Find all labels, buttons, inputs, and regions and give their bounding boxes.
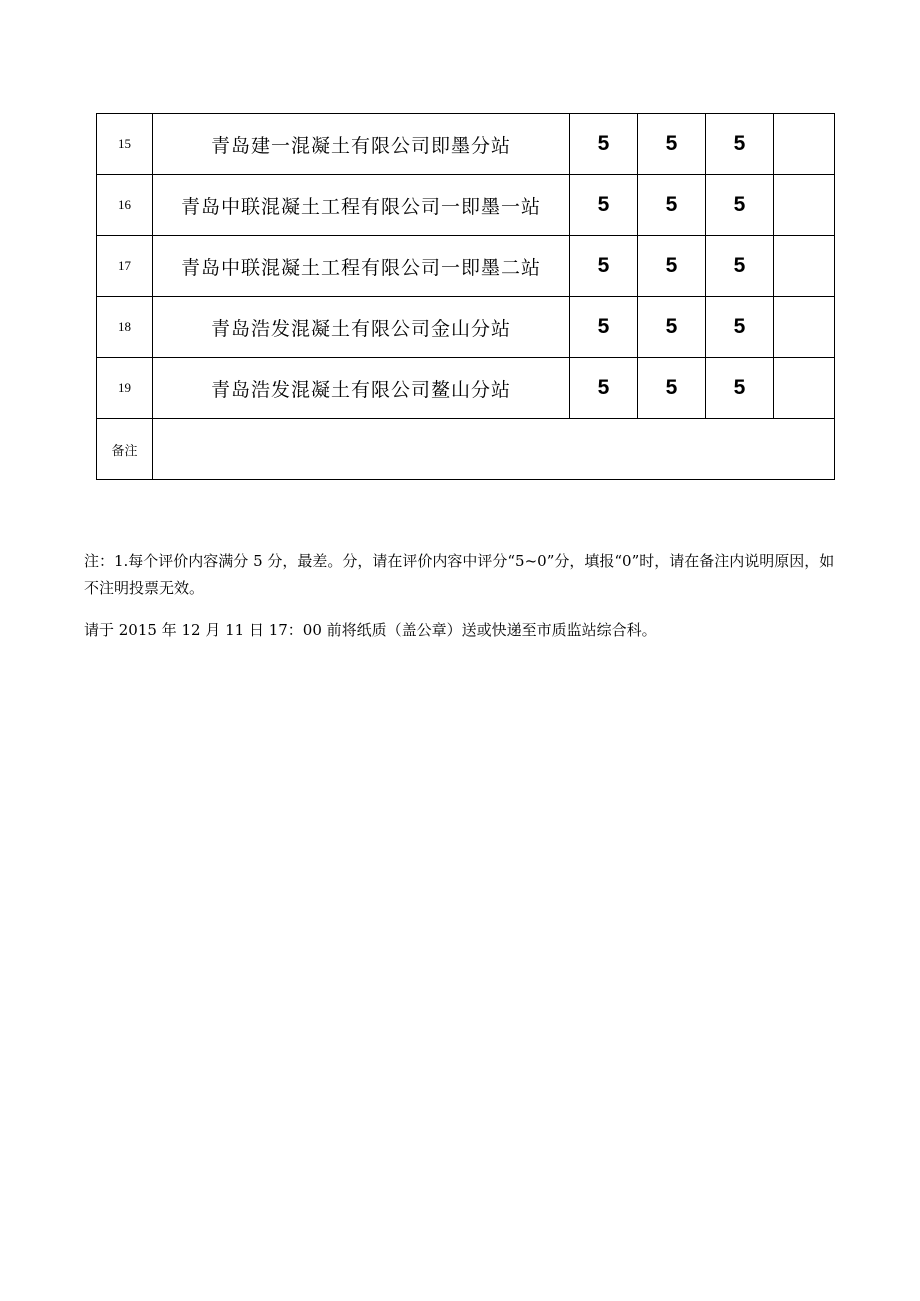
- table-row: [97, 297, 835, 358]
- score-cell-3: 5: [706, 236, 774, 297]
- evaluation-table: [96, 113, 835, 480]
- score-cell-2: 5: [638, 175, 706, 236]
- score-cell-1: 5: [570, 175, 638, 236]
- blank-cell: [774, 236, 835, 297]
- score-cell-1: 5: [570, 358, 638, 419]
- score-cell-1: 5: [570, 297, 638, 358]
- remark-row: [97, 419, 835, 480]
- company-name: 青岛浩发混凝土有限公司金山分站: [153, 297, 570, 358]
- score-cell-2: 5: [638, 236, 706, 297]
- row-number: 19: [97, 358, 153, 419]
- table-row: [97, 114, 835, 175]
- score-cell-2: 5: [638, 114, 706, 175]
- row-number: 17: [97, 236, 153, 297]
- score-cell-3: 5: [706, 297, 774, 358]
- note-scoring-rules: 注：1.每个评价内容满分 5 分，最差。分，请在评价内容中评分“5~0”分，填报“0”时，请在备注内说明原因，如不注明投票无效。: [84, 552, 835, 597]
- row-number: 16: [97, 175, 153, 236]
- score-cell-1: 5: [570, 236, 638, 297]
- note-deadline: 请于 2015 年 12 月 11 日 17：00 前将纸质（盖公章）送或快递至市质监站综合科。: [84, 621, 657, 639]
- score-cell-3: 5: [706, 114, 774, 175]
- row-number: 15: [97, 114, 153, 175]
- blank-cell: [774, 358, 835, 419]
- table-row: [97, 236, 835, 297]
- company-name: 青岛中联混凝土工程有限公司一即墨二站: [153, 236, 570, 297]
- score-cell-1: 5: [570, 114, 638, 175]
- remark-label: 备注: [97, 419, 153, 480]
- table-row: [97, 358, 835, 419]
- remark-field: [153, 419, 835, 480]
- score-cell-3: 5: [706, 175, 774, 236]
- notes-section: [84, 548, 846, 644]
- blank-cell: [774, 114, 835, 175]
- score-cell-2: 5: [638, 297, 706, 358]
- score-cell-3: 5: [706, 358, 774, 419]
- company-name: 青岛建一混凝土有限公司即墨分站: [153, 114, 570, 175]
- row-number: 18: [97, 297, 153, 358]
- blank-cell: [774, 175, 835, 236]
- score-cell-2: 5: [638, 358, 706, 419]
- company-name: 青岛浩发混凝土有限公司鳌山分站: [153, 358, 570, 419]
- blank-cell: [774, 297, 835, 358]
- company-name: 青岛中联混凝土工程有限公司一即墨一站: [153, 175, 570, 236]
- table-row: [97, 175, 835, 236]
